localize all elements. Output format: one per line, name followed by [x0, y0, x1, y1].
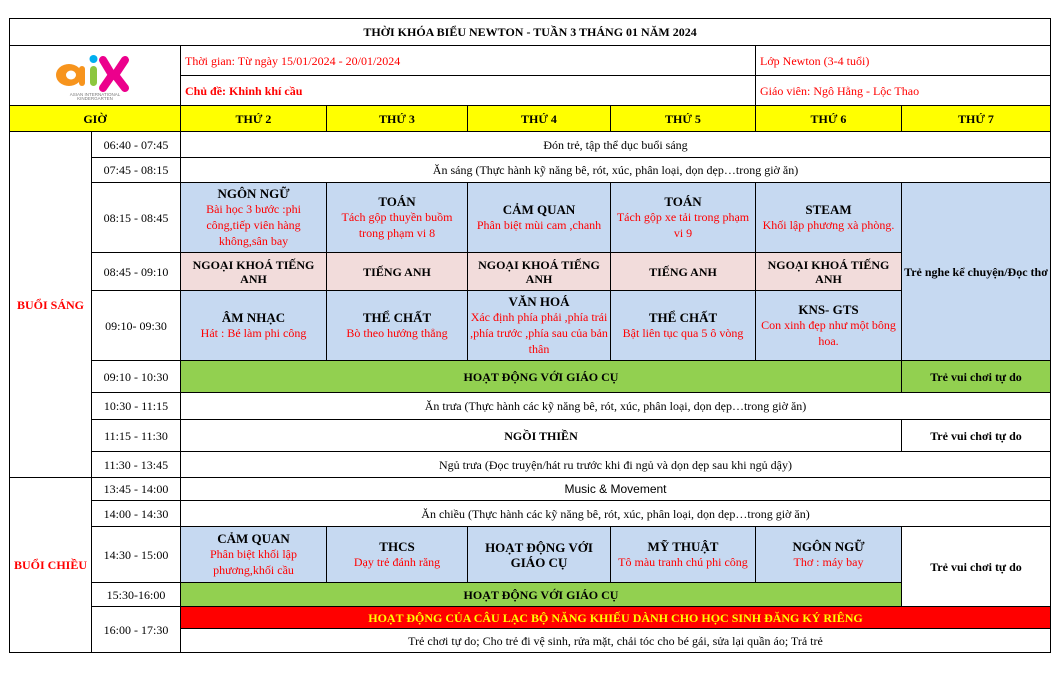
time-slot: 16:00 - 17:30	[92, 607, 181, 653]
timetable	[9, 18, 1051, 653]
lesson-subject: ÂM NHẠC	[221, 310, 286, 325]
lesson-cell	[181, 183, 327, 253]
header-day: THỨ 2	[181, 106, 327, 132]
lesson-desc: Phân biệt khối lập phương,khối cầu	[210, 547, 297, 577]
lesson-desc: Tách gộp xe tải trong phạm vi 9	[616, 210, 750, 240]
time-slot: 07:45 - 08:15	[92, 158, 181, 183]
session-morning: BUỔI SÁNG	[10, 132, 92, 478]
header-day: THỨ 3	[327, 106, 468, 132]
meditation-activity: NGỒI THIỀN	[181, 420, 902, 452]
free-play-cell: Trẻ vui chơi tự do	[902, 361, 1051, 393]
lesson-cell	[327, 183, 468, 253]
club-activity-banner: HOẠT ĐỘNG CỦA CÂU LẠC BỘ NĂNG KHIẾU DÀNH CHO HỌC SINH ĐĂNG KÝ RIÊNG	[181, 607, 1051, 629]
lesson-cell	[611, 527, 756, 583]
lesson-subject: CẢM QUAN	[217, 531, 290, 546]
header-row	[10, 106, 1051, 132]
svg-text:KINDERGARTEN: KINDERGARTEN	[77, 96, 113, 100]
lesson-cell	[611, 291, 756, 361]
montessori-activity: HOẠT ĐỘNG VỚI GIÁO CỤ	[181, 583, 902, 607]
lesson-cell	[611, 183, 756, 253]
lesson-subject: HOẠT ĐỘNG VỚI GIÁO CỤ	[485, 539, 593, 570]
english-cell: NGOẠI KHOÁ TIẾNG ANH	[756, 253, 902, 291]
lesson-desc: Bài học 3 bước :phi công,tiếp viên hàng không,sân bay	[206, 202, 301, 248]
school-logo	[10, 46, 181, 106]
time-slot: 08:45 - 09:10	[92, 253, 181, 291]
lesson-cell	[468, 291, 611, 361]
lesson-cell	[181, 527, 327, 583]
svg-text:ASIAN INTERNATIONAL: ASIAN INTERNATIONAL	[69, 92, 121, 97]
lesson-subject: NGÔN NGỮ	[217, 186, 290, 201]
activity-row: Đón trẻ, tập thể dục buổi sáng	[181, 132, 1051, 158]
activity-row: Music & Movement	[181, 478, 1051, 501]
session-afternoon: BUỔI CHIỀU	[10, 478, 92, 653]
lesson-subject: MỸ THUẬT	[647, 539, 719, 554]
time-slot: 10:30 - 11:15	[92, 393, 181, 420]
activity-row: Ăn trưa (Thực hành các kỹ năng bê, rót, xúc, phân loại, dọn dẹp…trong giờ ăn)	[181, 393, 1051, 420]
lesson-cell	[327, 527, 468, 583]
time-slot: 09:10- 09:30	[92, 291, 181, 361]
lesson-desc: Con xinh đẹp như một bông hoa.	[761, 318, 896, 348]
lesson-desc: Bật liên tục qua 5 ô vòng	[622, 326, 744, 340]
time-slot: 14:30 - 15:00	[92, 527, 181, 583]
aik-logo-icon	[50, 48, 140, 100]
time-slot: 14:00 - 14:30	[92, 501, 181, 527]
time-slot: 13:45 - 14:00	[92, 478, 181, 501]
activity-row: Ăn sáng (Thực hành kỹ năng bê, rót, xúc, phân loại, dọn dẹp…trong giờ ăn)	[181, 158, 1051, 183]
lesson-desc: Phân biệt mùi cam ,chanh	[476, 218, 602, 232]
english-cell: TIẾNG ANH	[327, 253, 468, 291]
english-cell: TIẾNG ANH	[611, 253, 756, 291]
teachers-text: Giáo viên: Ngô Hằng - Lộc Thao	[756, 76, 1051, 106]
lesson-desc: Bò theo hướng thẳng	[346, 326, 448, 340]
header-day: THỨ 4	[468, 106, 611, 132]
lesson-subject: THCS	[379, 539, 415, 554]
lesson-desc: Xác định phía phải ,phía trái ,phía trước ,phía sau của bản thân	[470, 310, 608, 356]
free-play-cell: Trẻ vui chơi tự do	[902, 527, 1051, 607]
lesson-desc: Tách gộp thuyền buồm trong phạm vi 8	[341, 210, 453, 240]
time-slot: 15:30-16:00	[92, 583, 181, 607]
lesson-cell	[756, 291, 902, 361]
lesson-subject: TOÁN	[378, 194, 416, 209]
lesson-subject: STEAM	[805, 202, 852, 217]
header-day: THỨ 5	[611, 106, 756, 132]
lesson-desc: Khối lập phương xà phòng.	[762, 218, 895, 232]
lesson-subject: THỂ CHẤT	[362, 310, 432, 325]
lesson-desc: Tô màu tranh chú phi công	[618, 555, 748, 569]
lesson-desc: Hát : Bé làm phi công	[200, 326, 307, 340]
time-slot: 08:15 - 08:45	[92, 183, 181, 253]
montessori-activity: HOẠT ĐỘNG VỚI GIÁO CỤ	[181, 361, 902, 393]
activity-row: Ăn chiều (Thực hành các kỹ năng bê, rót, xúc, phân loại, dọn dẹp…trong giờ ăn)	[181, 501, 1051, 527]
english-cell: NGOẠI KHOÁ TIẾNG ANH	[181, 253, 327, 291]
time-slot: 11:30 - 13:45	[92, 452, 181, 478]
lesson-subject: VĂN HOÁ	[508, 294, 570, 309]
lesson-subject: KNS- GTS	[798, 302, 859, 317]
time-slot: 06:40 - 07:45	[92, 132, 181, 158]
timetable-title: THỜI KHÓA BIỂU NEWTON - TUẦN 3 THÁNG 01 NĂM 2024	[10, 19, 1051, 46]
period-text: Thời gian: Từ ngày 15/01/2024 - 20/01/2024	[181, 46, 756, 76]
time-slot: 09:10 - 10:30	[92, 361, 181, 393]
header-time: GIỜ	[10, 106, 181, 132]
english-cell: NGOẠI KHOÁ TIẾNG ANH	[468, 253, 611, 291]
lesson-desc: Dạy trẻ đánh răng	[353, 555, 441, 569]
header-day: THỨ 7	[902, 106, 1051, 132]
class-name: Lớp Newton (3-4 tuổi)	[756, 46, 1051, 76]
time-slot: 11:15 - 11:30	[92, 420, 181, 452]
lesson-cell	[468, 183, 611, 253]
lesson-subject: THỂ CHẤT	[648, 310, 718, 325]
lesson-desc: Thơ : máy bay	[793, 555, 864, 569]
lesson-cell	[327, 291, 468, 361]
free-play-cell: Trẻ vui chơi tự do	[902, 420, 1051, 452]
saturday-morning-activity: Trẻ nghe kể chuyện/Đọc thơ	[902, 183, 1051, 361]
theme-text: Chủ đề: Khinh khí cầu	[181, 76, 756, 106]
lesson-cell	[756, 527, 902, 583]
lesson-subject: TOÁN	[664, 194, 702, 209]
lesson-cell	[181, 291, 327, 361]
lesson-subject: CẢM QUAN	[502, 202, 576, 217]
header-day: THỨ 6	[756, 106, 902, 132]
activity-row: Trẻ chơi tự do; Cho trẻ đi vệ sinh, rửa mặt, chải tóc cho bé gái, sửa lại quần áo; Trả trẻ	[181, 629, 1051, 653]
lesson-cell	[756, 183, 902, 253]
lesson-subject: NGÔN NGỮ	[792, 539, 865, 554]
lesson-cell	[468, 527, 611, 583]
activity-row: Ngủ trưa (Đọc truyện/hát ru trước khi đi ngủ và dọn dẹp sau khi ngủ dậy)	[181, 452, 1051, 478]
